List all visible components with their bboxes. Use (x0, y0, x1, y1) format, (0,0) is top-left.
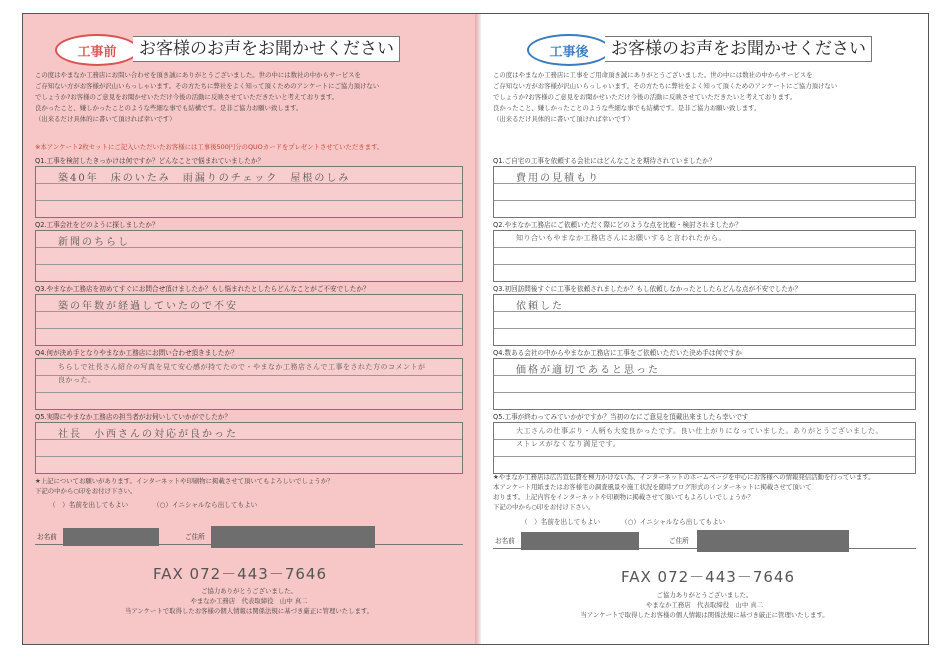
question-label: Q5.工事が終わってみていかがですか？当初のなにご意見を頂戴出来ましたら幸いです (493, 413, 749, 421)
intro-line: ご存知ない方がお客様が沢山いらっしゃいます。その方たちに弊社をよく知って頂くためのアンケートにご協力頂けない (493, 82, 838, 90)
question-2 (493, 220, 916, 282)
answer-box (493, 422, 916, 474)
request-line: 下記の中から○印をお付け下さい。 (35, 487, 137, 495)
consent-name-option: （ ）名前を出してもよい (521, 518, 601, 526)
question-label: Q3.やまなか工務店を初めてすぐにお問合せ頂けましたか？もし悩まれたとしたらどんなことがご不安でしたか？ (35, 285, 370, 293)
footer-line: やまなか工務店 代表取締役 山中 真二 (645, 601, 764, 609)
intro-line: でしょうか?お客様のご意見をお聞かせいただけ今後の活動に反映させていただきたいと考えております。 (493, 93, 797, 101)
fax-number: FAX 072－443－7646 (153, 565, 327, 583)
intro-line: この度はやまなか工務店にお問い合わせを頂き誠にありがとうございました。世の中には数社の中からサービスを (35, 71, 361, 79)
fax-number: FAX 072－443－7646 (621, 568, 795, 586)
handwritten-answer: 築40年 床のいたみ 雨漏りのチェック 屋根のしみ (58, 173, 351, 184)
handwritten-answer: 新聞のちらし (58, 237, 130, 248)
answer-box (493, 230, 916, 282)
intro-line: ご存知ない方がお客様が沢山いらっしゃいます。その方たちに弊社をよく知って頂くためのアンケートにご協力頂けない (35, 82, 380, 90)
question-label: Q2.やまなか工務店にご依頼いただく際にどのような点を比較・検討されましたか？ (493, 221, 742, 229)
answer-box (493, 166, 916, 218)
redacted-address (697, 530, 849, 552)
request-line: 本アンケート用紙またはお客様宅の調査風景や施工状況を随時ブログ形式のインターネットに掲載させて頂いて (493, 483, 812, 491)
quo-card-notice: ※本アンケート2枚セットにご記入いただいたお客様には工事後500円分のQUOカードをプレゼントさせていただきます。 (35, 143, 384, 151)
handwritten-answer: 社長 小西さんの対応が良かった (58, 429, 238, 440)
redacted-name (521, 532, 639, 550)
footer-line: 当アンケートで取得したお客様の個人情報は関係法規に基づき厳正に管理いたします。 (124, 607, 374, 615)
after-badge: 工事後 (527, 34, 611, 66)
intro-line: （出来るだけ具体的に書いて頂ければ幸いです） (493, 115, 634, 123)
consent-initial-option: （○）イニシャルなら出してもよい (153, 501, 258, 509)
question-5 (35, 412, 463, 474)
footer-line: やまなか工務店 代表取締役 山中 真二 (190, 597, 308, 605)
consent-initial-option: （○）イニシャルなら出してもよい (621, 518, 726, 526)
redacted-address (211, 526, 375, 548)
answer-box (493, 294, 916, 346)
answer-box (35, 358, 463, 410)
handwritten-answer: 費用の見積もり (516, 173, 600, 184)
request-line: おります。上記内容をインターネットや印刷物に掲載させて頂いてもよろしいでしょうか？ (493, 493, 754, 501)
publication-request (493, 472, 916, 512)
answer-box (35, 294, 463, 346)
footer-line: 当アンケートで取得したお客様の個人情報は関係法規に基づき厳正に管理いたします。 (580, 611, 829, 619)
answer-box (35, 166, 463, 218)
intro-text (35, 70, 463, 125)
question-label: Q5.実際にやまなか工務店の担当者がお伺いしていかがでしたか？ (35, 413, 232, 421)
footer-line: ご協力ありがとうございました。 (201, 587, 297, 595)
question-label: Q2.工事会社をどのように探しましたか？ (35, 221, 159, 229)
handwritten-answer: 知り合いもやまなか工務店さんにお願いすると言われたから。 (516, 234, 726, 242)
consent-name-option: （ ）名前を出してもよい (49, 501, 129, 509)
request-line: ★上記についてお願いがあります。インターネットや印刷物に掲載させて頂いてもよろしいでしょうか？ (35, 477, 334, 485)
question-label: Q4.数ある会社の中からやまなか工務店に工事をご依頼いただいた決め手は何ですか (493, 349, 742, 357)
name-address-row (35, 526, 463, 545)
footer (481, 590, 928, 620)
question-4 (493, 348, 916, 410)
question-4 (35, 348, 463, 410)
before-badge: 工事前 (55, 34, 139, 66)
survey-spread (22, 13, 929, 645)
name-label: お名前 (495, 537, 515, 545)
question-2 (35, 220, 463, 282)
handwritten-answer: 依頼した (516, 301, 564, 312)
address-label: ご住所 (185, 533, 205, 541)
question-3 (493, 284, 916, 346)
handwritten-answer: 大工さんの仕事ぶり・人柄も大変良かったです。良い仕上がりになっていました。ありがとうございました。ストレスがなくなり満足です。 (516, 427, 883, 448)
answer-box (35, 230, 463, 282)
handwritten-answer: ちらしで社長さん紹介の写真を見て安心感が持てたので・やまなか工務店さんで工事をされた方のコメントが良かった。 (58, 363, 426, 384)
page-title: お客様のお声をお聞かせください (133, 36, 400, 62)
redacted-name (63, 528, 159, 546)
answer-box (35, 422, 463, 474)
intro-line: 良かったこと、嫌しかったことのような些細な事でも結構です。是非ご協力お願い致します。 (35, 104, 303, 112)
answer-box (493, 358, 916, 410)
after-survey-page (481, 14, 928, 644)
handwritten-answer: 価格が適切であると思った (516, 365, 660, 376)
intro-line: （出来るだけ具体的に書いて頂ければ幸いです） (35, 115, 176, 123)
question-1 (35, 156, 463, 218)
question-label: Q4.何が決め手となりやまなか工務店にお問い合わせ頂きましたか？ (35, 349, 238, 357)
before-survey-page (23, 14, 475, 644)
publication-request (35, 476, 463, 496)
request-line: 下記の中から○印をお付け下さい。 (493, 503, 595, 511)
question-label: Q1.工事を検討したきっかけは何ですか？どんなことで悩まれていましたか？ (35, 157, 265, 165)
footer-line: ご協力ありがとうございました。 (656, 591, 753, 599)
intro-line: 良かったこと、嫌しかったことのような些細な事でも結構です。是非ご協力お願い致します。 (493, 104, 761, 112)
footer (23, 586, 475, 616)
intro-line: でしょうか?お客様のご意見をお聞かせいただけ今後の活動に反映させていただきたいと考えております。 (35, 93, 339, 101)
question-label: Q1.ご自宅の工事を依頼する会社にはどんなことを期待されていましたか？ (493, 157, 716, 165)
intro-text (493, 70, 916, 125)
request-line: ★やまなか工務店は広告宣伝費を極力かけない為、インターネットのホームページを中心にお客様への情報発信活動を行っています。 (493, 473, 875, 481)
question-5 (493, 412, 916, 474)
question-1 (493, 156, 916, 218)
question-label: Q3.初回訪問後すぐに工事を依頼されましたか？もし依頼しなかったとしたらどんな点が不安でしたか？ (493, 285, 802, 293)
name-label: お名前 (37, 533, 57, 541)
intro-line: この度はやまなか工務店に工事をご用命頂き誠にありがとうございました。世の中には数社の中からサービスを (493, 71, 813, 79)
name-address-row (493, 530, 916, 549)
handwritten-answer: 築の年数が経過していたので不安 (58, 301, 238, 312)
page-title: お客様のお声をお聞かせください (605, 36, 872, 62)
address-label: ご住所 (669, 537, 689, 545)
question-3 (35, 284, 463, 346)
